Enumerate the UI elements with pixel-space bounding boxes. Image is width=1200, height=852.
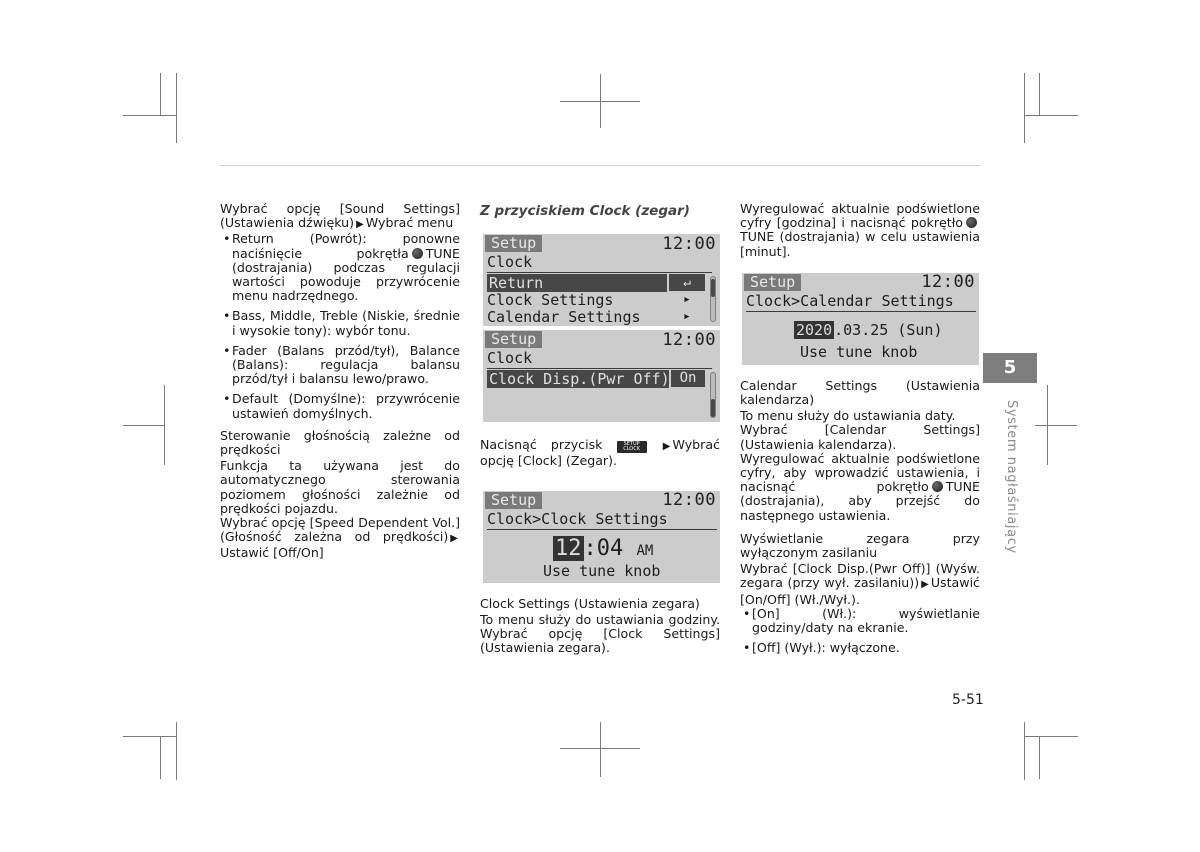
crop-mark <box>164 385 165 465</box>
arrow-right-icon: ▶ <box>450 533 458 545</box>
crop-mark <box>123 425 165 426</box>
screen-path: Clock>Calendar Settings <box>746 291 954 310</box>
clock-display-value: On <box>671 370 705 387</box>
crop-mark <box>1024 115 1078 116</box>
header-rule <box>220 165 980 166</box>
chapter-title: System nagłaśniający <box>1004 400 1019 554</box>
crop-mark <box>1024 722 1025 780</box>
list-item: • Return (Powrót): ponowne naciśnięcie pokrętła TUNE (dostrajania) podczas regulacji wartości powoduje przywrócenie menu nadrzędnego. <box>223 231 460 304</box>
screen-time: 12:00 <box>662 330 716 350</box>
crop-mark <box>123 115 177 116</box>
section-title: Z przyciskiem Clock (zegar) <box>480 203 690 219</box>
clock-display-body: Wybrać [Clock Disp.(Pwr Off)] (Wyśw. zegara (przy wył. zasilaniu)) ▶ Ustawić [On/Off] (Wł./Wył.). <box>740 561 980 607</box>
scrollbar <box>710 372 716 418</box>
page-number: 5-51 <box>952 692 984 708</box>
screen-path: Clock>Clock Settings <box>487 509 668 528</box>
clock-settings-screen <box>483 491 720 583</box>
chevron-right-icon: ▸ <box>683 292 691 308</box>
sound-settings-list <box>220 232 460 420</box>
hour-highlight: 12 <box>555 535 582 561</box>
crop-mark <box>176 73 177 143</box>
screen-title: Setup <box>485 492 542 509</box>
screen-title: Setup <box>485 331 542 348</box>
clock-settings-body: To menu służy do ustawiania godziny. Wybrać opcję [Clock Settings] (Ustawienia zegara). <box>480 611 720 656</box>
crop-mark <box>1024 736 1078 737</box>
calendar-settings-heading: Calendar Settings (Ustawienia kalendarza) <box>740 377 980 408</box>
menu-title: Clock <box>487 253 533 272</box>
crop-mark <box>1024 73 1025 143</box>
clock-menu-screen <box>483 234 720 326</box>
speed-volume-action: Wybrać opcję [Speed Dependent Vol.] (Głośność zależna od prędkości) ▶Ustawić [Off/On] <box>220 515 460 561</box>
column-3 <box>740 202 980 661</box>
clock-display-list <box>740 607 980 656</box>
arrow-right-icon: ▶ <box>921 579 929 591</box>
crop-mark <box>600 722 601 777</box>
knob-icon <box>932 481 943 492</box>
knob-icon <box>412 248 423 259</box>
screen-time: 12:00 <box>921 272 975 293</box>
menu-title: Clock <box>487 349 533 368</box>
screen-hint: Use tune knob <box>800 342 918 361</box>
calendar-settings-body: To menu służy do ustawiania daty. <box>740 408 956 424</box>
setup-clock-key-icon: SETUP CLOCK <box>617 441 647 453</box>
arrow-right-icon: ▶ <box>356 219 364 231</box>
column-2 <box>480 202 720 655</box>
year-highlight: 2020 <box>796 320 833 339</box>
scrollbar <box>710 276 716 322</box>
date-value: 2020 .03.25 (Sun) <box>796 320 943 339</box>
screen-title: Setup <box>485 235 542 252</box>
list-item: • Bass, Middle, Treble (Niskie, średnie i wysokie tony): wybór tonu. <box>223 308 460 338</box>
column-1 <box>220 202 460 561</box>
crop-mark <box>160 736 161 779</box>
chevron-right-icon: ▸ <box>683 309 691 325</box>
crop-mark <box>123 736 177 737</box>
screen-hint: Use tune knob <box>543 561 661 580</box>
screen-time: 12:00 <box>662 234 716 254</box>
calendar-settings-body: Wybrać [Calendar Settings] (Ustawienia kalendarza). <box>740 422 980 452</box>
knob-icon <box>966 217 977 228</box>
chapter-tab: 5 <box>983 353 1037 383</box>
menu-item-calendar-settings: Calendar Settings <box>487 308 641 327</box>
menu-item-clock-settings: Clock Settings <box>487 291 614 310</box>
screen-time: 12:00 <box>662 490 716 510</box>
speed-volume-body: Funkcja ta używana jest do automatycznego sterowania poziomem głośności zależnie od prędkości pojazdu. <box>220 458 460 516</box>
list-item: • [On] (Wł.): wyświetlanie godziny/daty na ekranie. <box>743 605 980 636</box>
menu-item-clock-display: Clock Disp.(Pwr Off) <box>489 370 670 389</box>
list-item: • [Off] (Wył.): wyłączone. <box>743 640 900 656</box>
screen-title: Setup <box>744 274 801 291</box>
menu-item-return: Return <box>487 274 667 292</box>
hour-adjust-instruction: Wyregulować aktualnie podświetlone cyfry [godzina] i nacisnąć pokrętłoTUNE (dostrajania) w celu ustawienia [minut]. <box>740 201 980 259</box>
crop-mark <box>1039 736 1040 779</box>
crop-mark <box>1035 425 1077 426</box>
clock-display-screen <box>483 330 720 422</box>
crop-mark <box>1047 385 1048 465</box>
sound-settings-intro: Wybrać opcję [Sound Settings] (Ustawienia dźwięku) ▶ Wybrać menu <box>220 202 460 232</box>
clock-display-heading: Wyświetlanie zegara przy wyłączonym zasilaniu <box>740 530 980 561</box>
crop-mark <box>600 74 601 128</box>
list-item: • Fader (Balans przód/tył), Balance (Balans): regulacja balansu przód/tył i balansu lewo/prawo. <box>223 342 460 387</box>
list-item: • Default (Domyślne): przywrócenie ustawień domyślnych. <box>223 391 460 421</box>
speed-volume-heading: Sterowanie głośnością zależne od prędkości <box>220 427 460 458</box>
return-icon: ↵ <box>669 274 705 291</box>
clock-instruction: Nacisnąć przycisk SETUP CLOCK ▶ Wybrać opcję [Clock] (Zegar). <box>480 437 720 469</box>
crop-mark <box>176 722 177 780</box>
crop-mark <box>160 73 161 116</box>
calendar-settings-body: Wyregulować aktualnie podświetlone cyfry, aby wprowadzić ustawienia, i nacisnąć pokrętło TUNE (dostrajania), aby przejść do następnego ustawienia. <box>740 450 980 523</box>
arrow-right-icon: ▶ <box>662 441 671 453</box>
calendar-settings-screen <box>742 273 979 365</box>
crop-mark <box>1039 73 1040 116</box>
clock-value: 12:04 AM <box>555 535 654 561</box>
clock-settings-heading: Clock Settings (Ustawienia zegara) <box>480 595 700 611</box>
